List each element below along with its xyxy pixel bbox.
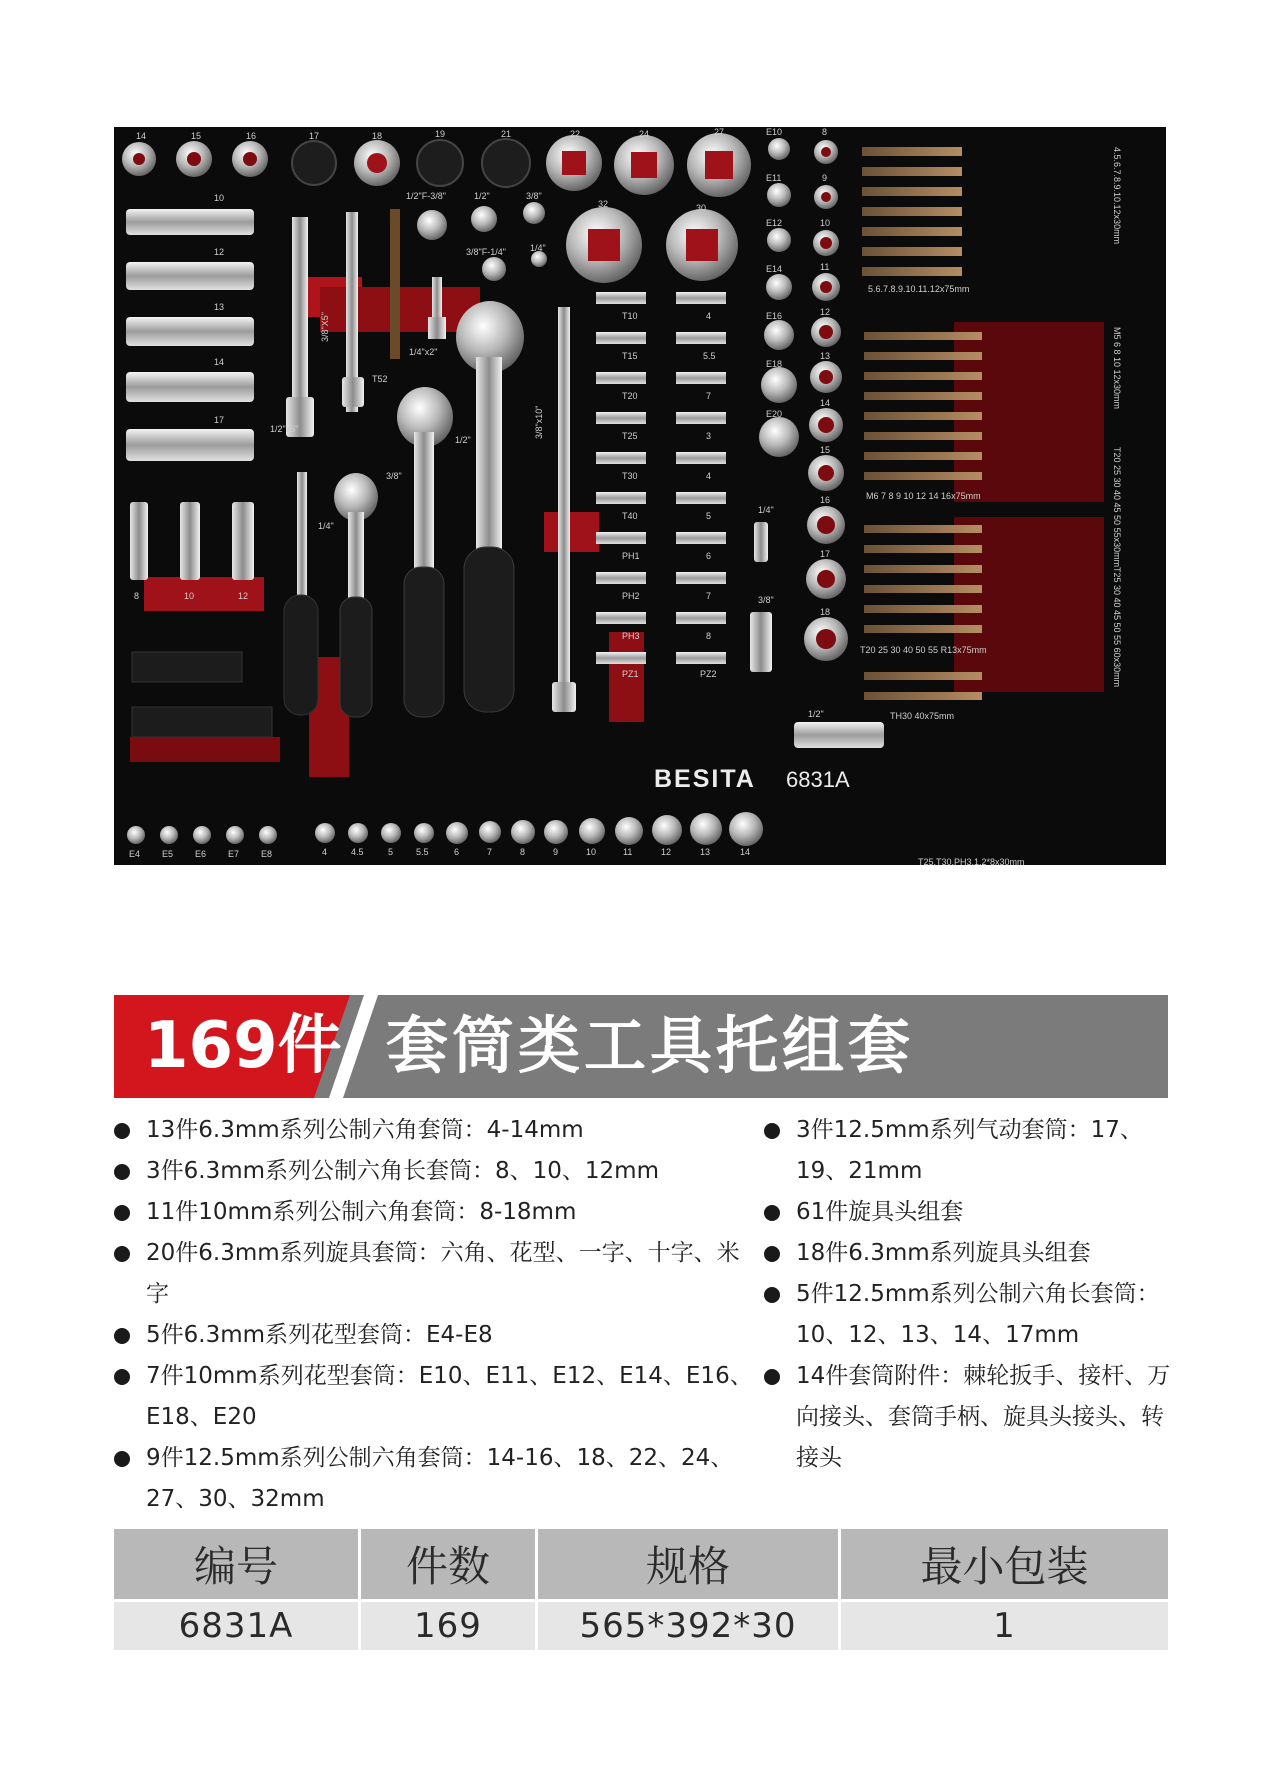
bottom-label: 10 — [586, 847, 597, 857]
bit-label: T10 — [622, 311, 638, 321]
label-24: 24 — [639, 129, 650, 139]
feature-item: 5件6.3mm系列花型套筒：E4-E8 — [114, 1315, 754, 1356]
feature-item: 3件12.5mm系列气动套筒：17、19、21mm — [764, 1110, 1174, 1192]
feature-item: 11件10mm系列公制六角套筒：8-18mm — [114, 1192, 754, 1233]
bottom-label: 6 — [454, 847, 460, 857]
page-title: 套筒类工具托组套 — [386, 1009, 915, 1082]
label-21: 21 — [501, 129, 512, 139]
bit-label: 4 — [706, 311, 712, 321]
top-socket-row — [122, 133, 751, 283]
bit-label: PZ1 — [622, 669, 639, 679]
cell-min-package: 1 — [840, 1601, 1169, 1651]
deep-label: 17 — [214, 415, 225, 425]
bit-strip-label: T20 25 30 40 50 55 R13x75mm — [860, 645, 987, 655]
extension-label: T52 — [372, 374, 388, 384]
adapter-label: 3/8" — [526, 191, 542, 201]
feature-item: 61件旋具头组套 — [764, 1192, 1174, 1233]
extension-label: 1/4"x2" — [409, 347, 438, 357]
bottom-label: E4 — [129, 849, 141, 859]
extension-label: 3/8"x10" — [534, 405, 544, 439]
deep-label: 10 — [214, 193, 225, 203]
hex-socket-label: 18 — [820, 607, 831, 617]
bottom-label: 12 — [661, 847, 672, 857]
bottom-label: 8 — [520, 847, 526, 857]
e-socket-label: E18 — [766, 359, 783, 369]
bit-label: 3 — [706, 431, 712, 441]
deep-label: 12 — [214, 247, 225, 257]
spec-header-row — [114, 1529, 1168, 1601]
bit-label: PH3 — [622, 631, 640, 641]
hex-socket-label: 16 — [820, 495, 831, 505]
title-banner — [114, 995, 1168, 1098]
bottom-label: 9 — [553, 847, 559, 857]
bit-label: 4 — [706, 471, 712, 481]
cell-dimensions: 565*392*30 — [537, 1601, 840, 1651]
cell-code: 6831A — [114, 1601, 360, 1651]
bit-label: 6 — [706, 551, 712, 561]
piece-count: 169件 — [144, 1009, 342, 1083]
bit-strip-label: 5.6.7.8.9.10.11.12x75mm — [868, 284, 970, 294]
label-15: 15 — [191, 131, 202, 141]
e-socket-label: E20 — [766, 409, 783, 419]
label-17: 17 — [309, 131, 320, 141]
bit-strip-label: T20 25 30 40 45 50 55x30mm — [1112, 447, 1122, 568]
deep-sockets — [126, 209, 254, 580]
label-16: 16 — [246, 131, 257, 141]
hex-socket-label: 8 — [822, 127, 828, 137]
feature-item: 20件6.3mm系列旋具套筒：六角、花型、一字、十字、米字 — [114, 1233, 754, 1315]
bottom-label: 5.5 — [416, 847, 429, 857]
bit-strip-label: T25 30 40 45 50 55 60x30mm — [1112, 567, 1122, 688]
hex-socket-label: 9 — [822, 173, 828, 183]
tool-tray-illustration — [114, 127, 1166, 865]
bottom-socket-row — [127, 812, 763, 846]
ujoint-label: 1/2" — [808, 709, 824, 719]
feature-item: 7件10mm系列花型套筒：E10、E11、E12、E14、E16、E18、E20 — [114, 1356, 754, 1438]
spec-data-row — [114, 1601, 1168, 1651]
model-number: 6831A — [786, 767, 850, 792]
adapters — [417, 202, 547, 281]
extension-label: 1/2"x5" — [270, 424, 299, 434]
hex-socket-label: 17 — [820, 549, 831, 559]
feature-item: 3件6.3mm系列公制六角长套筒：8、10、12mm — [114, 1151, 754, 1192]
feature-item: 14件套筒附件：棘轮扳手、接杆、万向接头、套筒手柄、旋具头接头、转接头 — [764, 1356, 1174, 1479]
feature-item: 18件6.3mm系列旋具头组套 — [764, 1233, 1174, 1274]
ratchet-label: 3/8" — [386, 471, 402, 481]
bit-strip-label: M6 7 8 9 10 12 14 16x75mm — [866, 491, 981, 501]
bit-label: 5.5 — [703, 351, 716, 361]
header-code: 编号 — [114, 1529, 360, 1601]
hex-socket-label: 15 — [820, 445, 831, 455]
extension-label: 3/8"X5" — [320, 312, 330, 342]
hex-socket-label: 11 — [820, 262, 830, 272]
bit-label: T20 — [622, 391, 638, 401]
bottom-label: E6 — [195, 849, 207, 859]
bottom-row-labels — [129, 847, 750, 859]
e-socket-label: E12 — [766, 218, 783, 228]
bottom-label: 14 — [740, 847, 751, 857]
bit-label: 7 — [706, 591, 712, 601]
bit-label: 7 — [706, 391, 712, 401]
cell-quantity: 169 — [360, 1601, 537, 1651]
ujoint-label: 1/4" — [758, 505, 774, 515]
hex-socket-label: 14 — [820, 398, 831, 408]
bottom-label: E8 — [261, 849, 273, 859]
bit-label: T30 — [622, 471, 638, 481]
product-photo — [114, 127, 1166, 865]
feature-list-right — [764, 1110, 1174, 1479]
bottom-label: E5 — [162, 849, 174, 859]
ratchets — [284, 301, 524, 717]
e-socket-label: E10 — [766, 127, 783, 137]
bit-strip-label: T25.T30.PH3.1.2*8x30mm — [918, 857, 1025, 865]
bit-strip-label: M5 6 8 10 12x30mm — [1112, 327, 1122, 410]
bottom-label: 4.5 — [351, 847, 364, 857]
bit-label: PZ2 — [700, 669, 717, 679]
spec-table — [114, 1529, 1168, 1650]
feature-item: 13件6.3mm系列公制六角套筒：4-14mm — [114, 1110, 754, 1151]
label-19: 19 — [435, 129, 446, 139]
bit-strip-label: 4.5.6.7.8.9.10.12x30mm — [1112, 147, 1122, 245]
header-quantity: 件数 — [360, 1529, 537, 1601]
feature-list-left — [114, 1110, 754, 1520]
label-30: 30 — [696, 203, 707, 213]
bit-label: PH1 — [622, 551, 640, 561]
hex-socket-label: 12 — [820, 307, 831, 317]
bit-strip-label: TH30 40x75mm — [890, 711, 955, 721]
hex-socket-label: 13 — [820, 351, 831, 361]
feature-item: 9件12.5mm系列公制六角套筒：14-16、18、22、24、27、30、32mm — [114, 1438, 754, 1520]
e-socket-label: E16 — [766, 311, 783, 321]
bottom-label: 7 — [487, 847, 493, 857]
brand-logo: BESITA — [654, 765, 756, 793]
bottom-label: 11 — [623, 847, 633, 857]
adapter-label: 1/2"F-3/8" — [406, 191, 446, 201]
ratchet-label: 1/2" — [455, 435, 471, 445]
short-deep-label: 10 — [184, 591, 195, 601]
deep-label: 13 — [214, 302, 225, 312]
bit-label: T25 — [622, 431, 638, 441]
bottom-label: E7 — [228, 849, 240, 859]
hex-socket-label: 10 — [820, 218, 831, 228]
label-27: 27 — [714, 127, 725, 137]
bottom-label: 5 — [388, 847, 394, 857]
bottom-label: 13 — [700, 847, 711, 857]
label-18: 18 — [372, 131, 383, 141]
adapter-label: 1/2" — [474, 191, 490, 201]
bit-label: PH2 — [622, 591, 640, 601]
adapter-label: 3/8"F-1/4" — [466, 247, 506, 257]
bit-label: 5 — [706, 511, 712, 521]
deep-label: 14 — [214, 357, 225, 367]
e-socket-label: E11 — [766, 173, 782, 183]
label-14: 14 — [136, 131, 147, 141]
label-22: 22 — [570, 129, 581, 139]
header-min-package: 最小包装 — [840, 1529, 1169, 1601]
bit-label: T40 — [622, 511, 638, 521]
bit-label: 8 — [706, 631, 712, 641]
header-dimensions: 规格 — [537, 1529, 840, 1601]
e-socket-label: E14 — [766, 264, 783, 274]
bottom-label: 4 — [322, 847, 328, 857]
short-deep-label: 8 — [134, 591, 140, 601]
feature-item: 5件12.5mm系列公制六角长套筒：10、12、13、14、17mm — [764, 1274, 1174, 1356]
adapter-label: 1/4" — [530, 243, 546, 253]
ujoint-label: 3/8" — [758, 595, 774, 605]
short-deep-label: 12 — [238, 591, 249, 601]
label-32: 32 — [598, 199, 609, 209]
bit-label: T15 — [622, 351, 638, 361]
ratchet-label: 1/4" — [318, 521, 334, 531]
